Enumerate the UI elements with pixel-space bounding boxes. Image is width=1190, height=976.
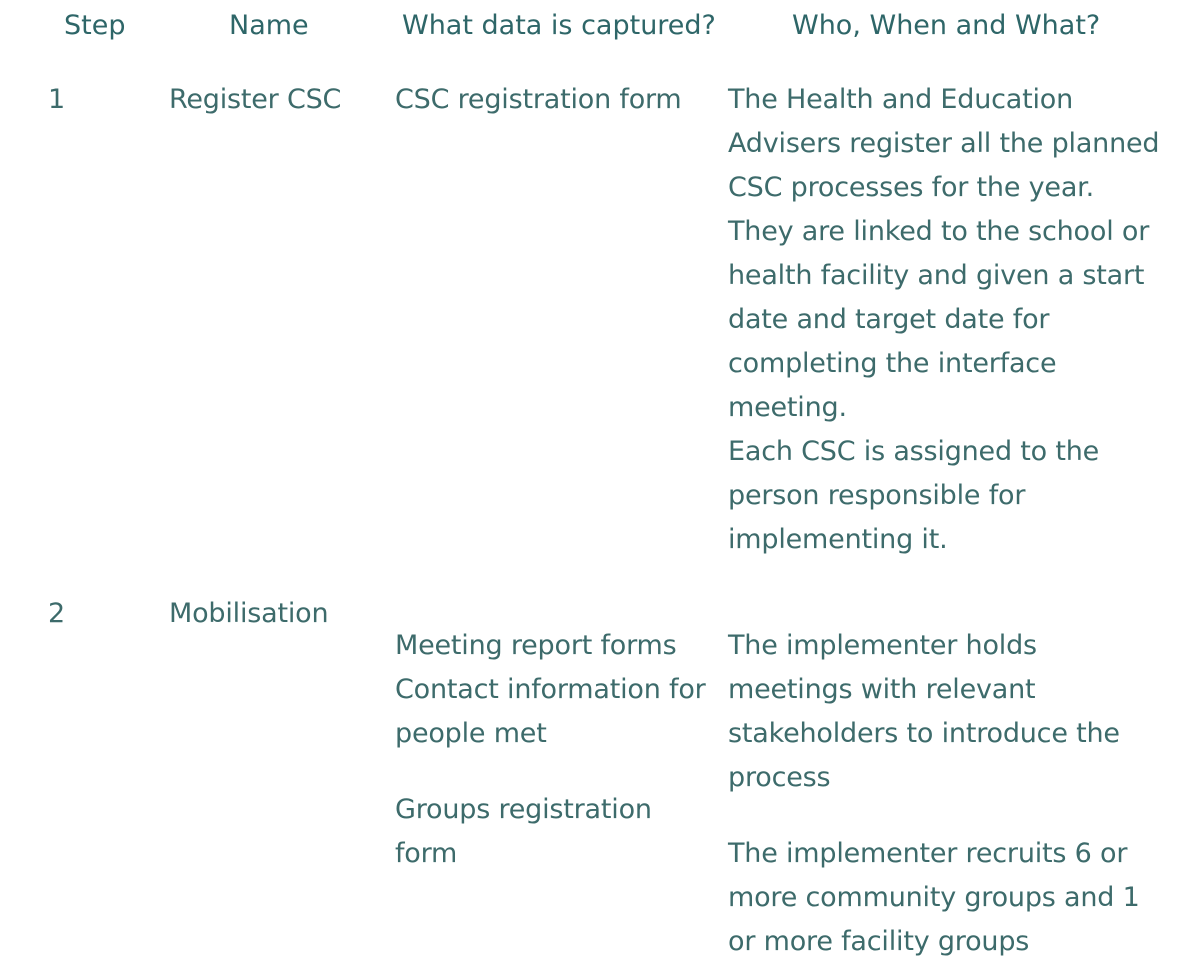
who-line: meeting. bbox=[728, 392, 847, 423]
who-line: The Health and Education bbox=[728, 84, 1074, 115]
who-line: process bbox=[728, 762, 831, 793]
row-captured-data bbox=[395, 78, 682, 122]
captured-line: Groups registration bbox=[395, 794, 652, 825]
who-line: The implementer recruits 6 or bbox=[728, 838, 1128, 869]
header-captured: What data is captured? bbox=[402, 10, 716, 41]
who-line: The implementer holds bbox=[728, 630, 1037, 661]
header-who: Who, When and What? bbox=[792, 10, 1101, 41]
who-line: stakeholders to introduce the bbox=[728, 718, 1120, 749]
row-who-when-what-block bbox=[728, 832, 1140, 964]
who-line: more community groups and 1 bbox=[728, 882, 1140, 913]
row-who-when-what bbox=[728, 78, 1159, 562]
who-line: Advisers register all the planned bbox=[728, 128, 1160, 159]
who-line: or more facility groups bbox=[728, 926, 1030, 957]
row-captured-data-block bbox=[395, 788, 652, 876]
row-captured-data-block bbox=[395, 624, 706, 756]
row-who-when-what-block bbox=[728, 624, 1120, 800]
who-line: They are linked to the school or bbox=[728, 216, 1150, 247]
who-line: completing the interface bbox=[728, 348, 1057, 379]
row-step-number: 2 bbox=[48, 598, 65, 629]
captured-line: CSC registration form bbox=[395, 84, 682, 115]
row-step-name: Register CSC bbox=[169, 84, 342, 115]
captured-line: form bbox=[395, 838, 458, 869]
who-line: implementing it. bbox=[728, 524, 948, 555]
row-step-number: 1 bbox=[48, 84, 65, 115]
who-line: CSC processes for the year. bbox=[728, 172, 1094, 203]
row-step-name: Mobilisation bbox=[169, 598, 329, 629]
who-line: health facility and given a start bbox=[728, 260, 1145, 291]
who-line: Each CSC is assigned to the bbox=[728, 436, 1100, 467]
captured-line: Contact information for bbox=[395, 674, 706, 705]
header-name: Name bbox=[229, 10, 309, 41]
captured-line: Meeting report forms bbox=[395, 630, 677, 661]
header-step: Step bbox=[64, 10, 126, 41]
who-line: person responsible for bbox=[728, 480, 1026, 511]
who-line: date and target date for bbox=[728, 304, 1050, 335]
who-line: meetings with relevant bbox=[728, 674, 1036, 705]
captured-line: people met bbox=[395, 718, 547, 749]
